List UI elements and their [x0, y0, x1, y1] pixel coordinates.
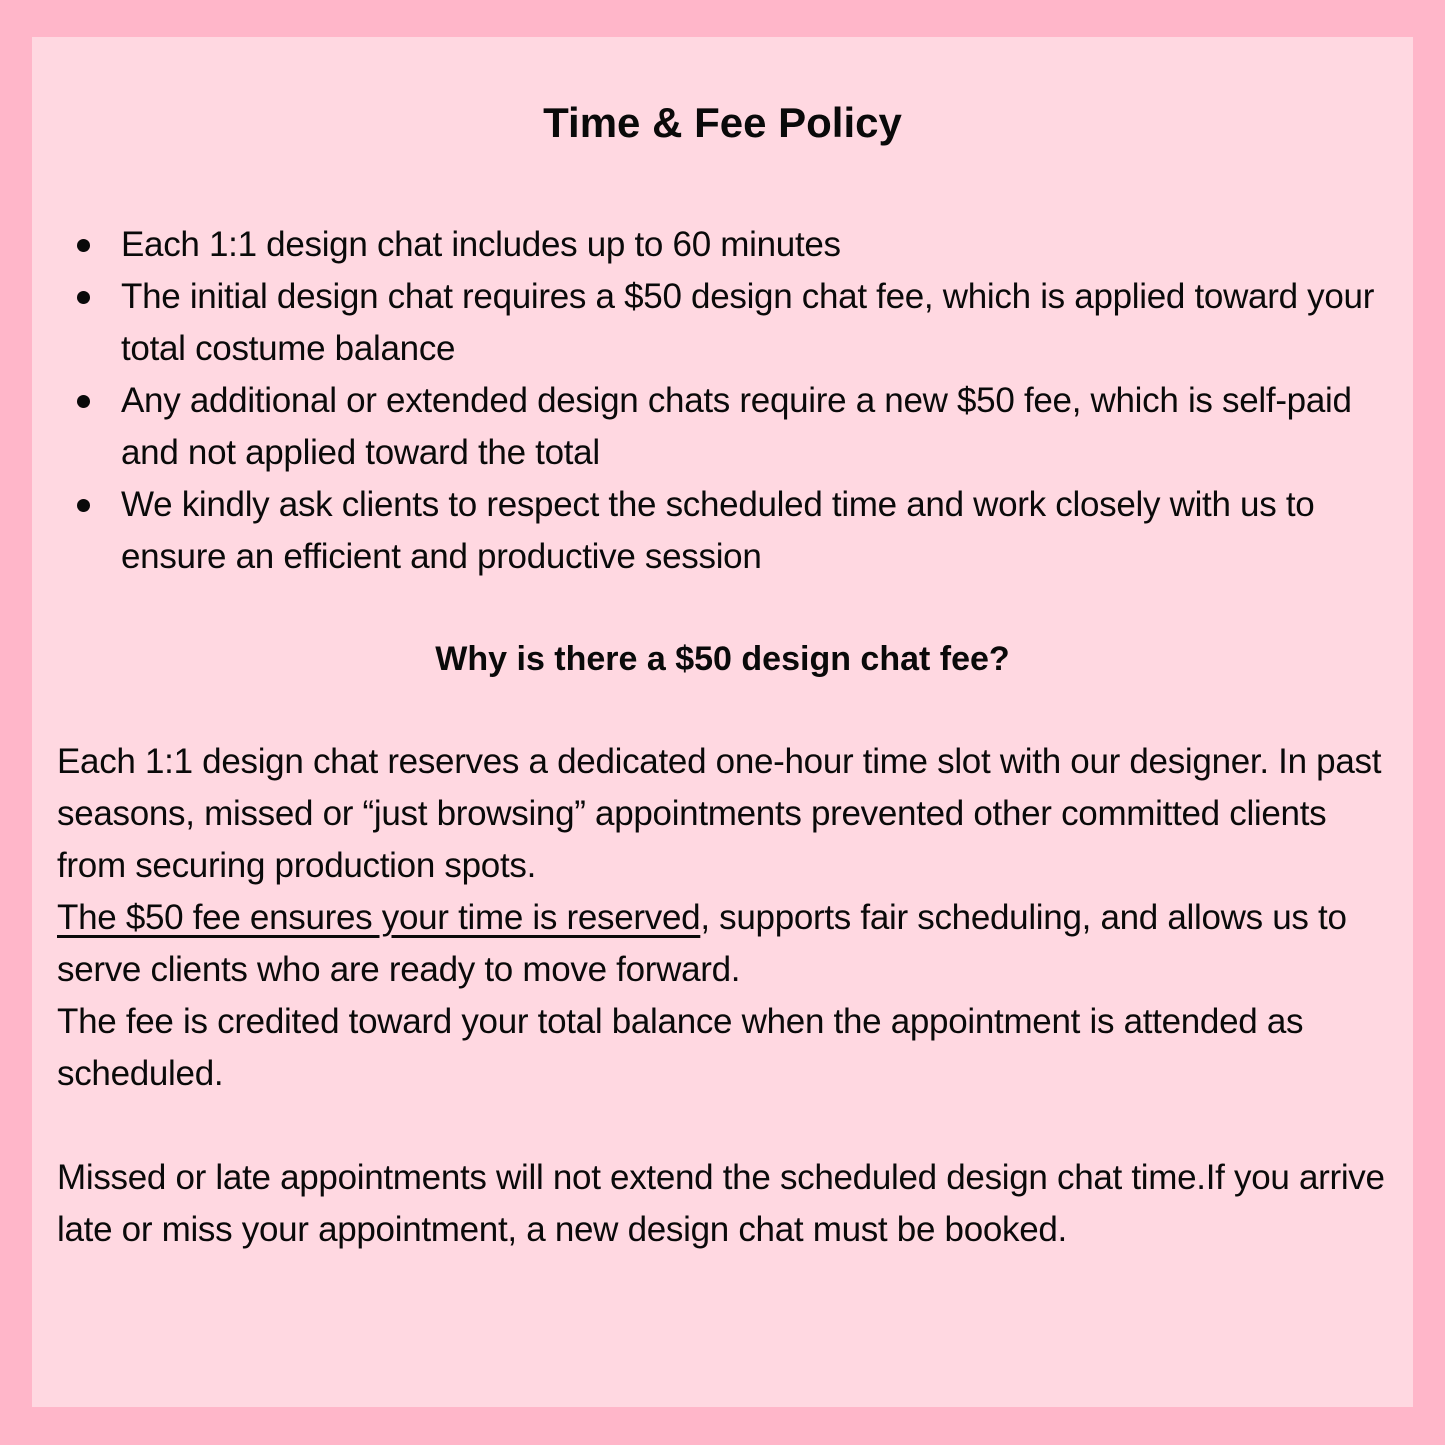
policy-bullet-list — [0, 219, 1400, 583]
late-policy: Missed or late appointments will not extend the scheduled design chat time.If you arrive late or miss your appointment, a new design chat must be booked. — [57, 1158, 1385, 1249]
page-title: Time & Fee Policy — [543, 99, 902, 146]
faq-heading: Why is there a $50 design chat fee? — [435, 640, 1010, 678]
bullet-icon — [77, 239, 90, 252]
list-item — [0, 271, 1400, 375]
list-item-text: We kindly ask clients to respect the scheduled time and work closely with us to ensure an efficient and productive session — [121, 485, 1315, 576]
credit-note: The fee is credited toward your total balance when the appointment is attended as scheduled. — [57, 1002, 1304, 1093]
explanation-continued: , supports fair scheduling, and allows us to serve clients who are ready to move forward. — [57, 898, 1347, 989]
list-item-text: Any additional or extended design chats require a new $50 fee, which is self-paid and not applied toward the total — [121, 381, 1352, 472]
fee-explanation — [57, 736, 1397, 1100]
bullet-icon — [77, 499, 90, 512]
list-item-text: Each 1:1 design chat includes up to 60 minutes — [121, 225, 841, 264]
bullet-icon — [77, 291, 90, 304]
explanation-intro: Each 1:1 design chat reserves a dedicated one-hour time slot with our designer. In past seasons, missed or “just browsing” appointments prevented other committed clients from securing production spots. — [57, 742, 1382, 885]
list-item — [0, 375, 1400, 479]
bullet-icon — [77, 395, 90, 408]
list-item-text: The initial design chat requires a $50 design chat fee, which is applied toward your total costume balance — [121, 277, 1375, 368]
underlined-statement: The $50 fee ensures your time is reserved — [57, 898, 701, 937]
list-item — [0, 479, 1400, 583]
list-item — [0, 219, 1400, 271]
